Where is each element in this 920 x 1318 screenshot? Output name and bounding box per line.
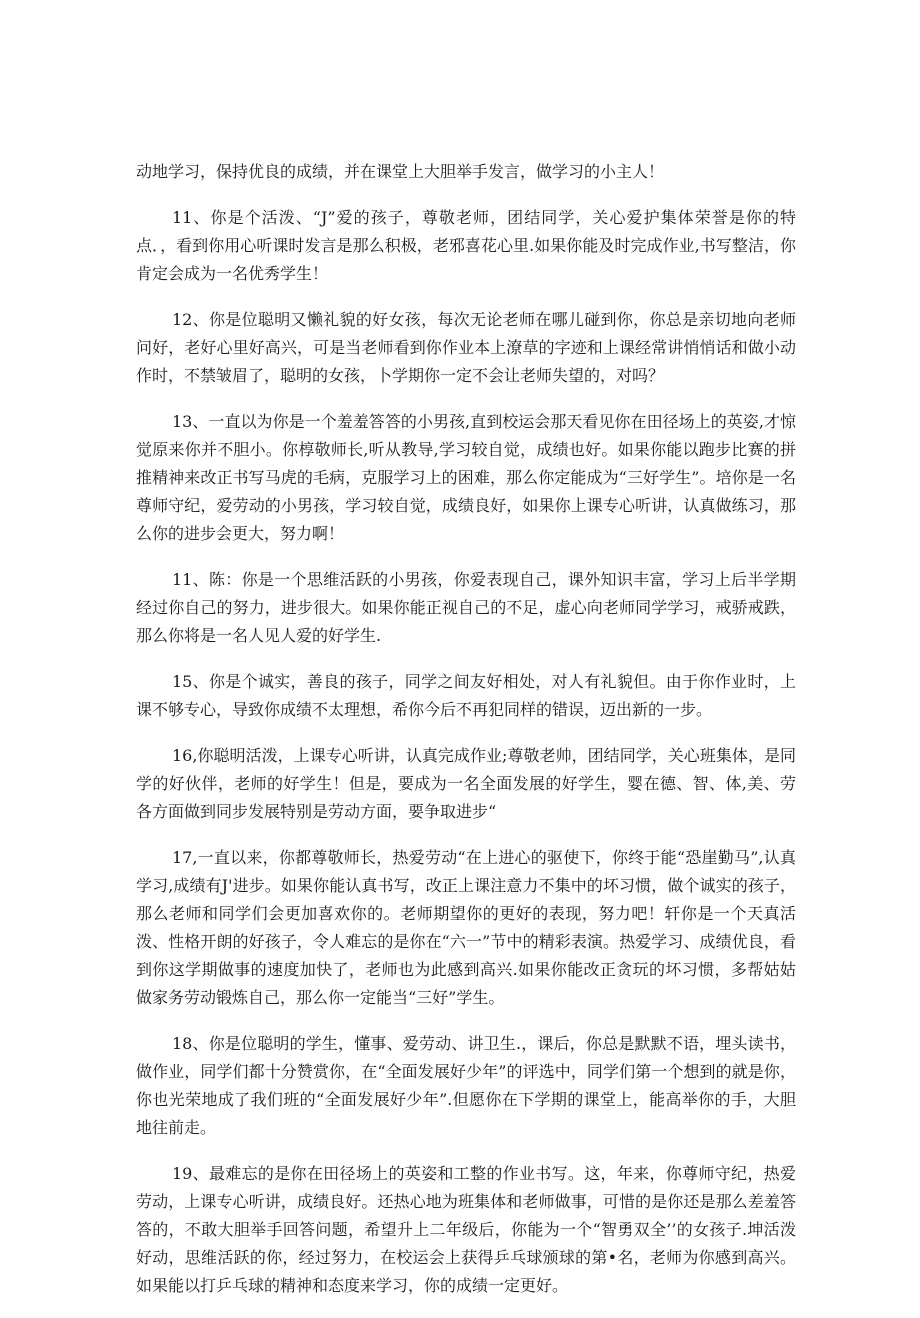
document-body <box>136 158 796 1318</box>
paragraph-comment-15: 15、你是个诚实，善良的孩子，同学之间友好相处，对人有礼貌但。由于你作业时，上课不够专心，导致你成绩不太理想，希你今后不再犯同样的错误，迈出新的一步。 <box>136 672 796 719</box>
paragraph-comment-19: 19、最难忘的是你在田径场上的英姿和工整的作业书写。这，年来，你尊师守纪，热爱劳动，上课专心听讲，成绩良好。还热心地为班集体和老师做事，可惜的是你还是那么差羞答答的，不敢大胆举手回答问题，希望升上二年级后，你能为一个“智勇双全’’的女孩子.坤活泼好动，思维活跃的你，经过努力，在校运会上获得乒乓球颁球的第•名，老师为你感到高兴。如果能以打乒乓球的精神和态度来学习，你的成绩一定更好。 <box>136 1164 796 1295</box>
paragraph-comment-17: 17,一直以来，你都尊敬师长，热爱劳动“在上进心的驱使下，你终于能“恐崖勤马”,认真学习,成绩有J'进步。如果你能认真书写，改正上课注意力不集中的坏习惯，做个诚实的孩子，那么老师和同学们会更加喜欢你的。老师期望你的更好的表现，努力吧！轩你是一个天真活泼、性格开朗的好孩子，令人难忘的是你在“六一”节中的精彩表演。热爱学习、成绩优良，看到你这学期做事的速度加快了，老师也为此感到高兴.如果你能改正贪玩的坏习惯，多帮姑姑做家务劳动锻炼自己，那么你一定能当“三好”学生。 <box>136 848 796 1007</box>
paragraph-continuation: 动地学习，保持优良的成绩，并在课堂上大胆举手发言，做学习的小主人！ <box>136 162 665 181</box>
paragraph-comment-11a: 11、你是个活泼、“J”爱的孩子，尊敬老师，团结同学，关心爱护集体荣誉是你的特点．，看到你用心听课时发言是那么积极，老邪喜花心里.如果你能及时完成作业,书写整洁，你肯定会成为一名优秀学生！ <box>136 208 796 283</box>
paragraph-comment-16: 16,你聪明活泼，上课专心听讲，认真完成作业;尊敬老帅，团结同学，关心班集体，是同学的好伙伴，老师的好学生！但是，要成为一名全面发展的好学生，婴在德、智、体,美、劳各方面做到同步发展特别是劳动方面，要争取进步“ <box>136 746 796 821</box>
paragraph-comment-12: 12、你是位聪明又懒礼貌的好女孩，每次无论老师在哪儿碰到你，你总是亲切地向老师问好，老好心里好高兴，可是当老师看到你作业本上潦草的字迹和上课经常讲悄悄话和做小动作时，不禁皱眉了，聪明的女孩，卜学期你一定不会让老师失望的，对吗？ <box>136 310 796 385</box>
paragraph-comment-11b: 11、陈：你是一个思维活跃的小男孩，你爱表现自己，课外知识丰富，学习上后半学期经过你自己的努力，进步很大。如果你能正视自己的不足，虚心向老师同学学习，戒骄戒跌，那么你将是一名人见人爱的好学生. <box>136 570 796 645</box>
paragraph-comment-18: 18、你是位聪明的学生，懂事、爱劳动、讲卫生.，课后，你总是默默不语，埋头读书，做作业，同学们都十分赞赏你，在“全面发展好少年”的评选中，同学们第一个想到的就是你，你也光荣地成了我们班的“全面发展好少年”.但愿你在下学期的课堂上，能高举你的手，大胆地往前走。 <box>136 1034 796 1137</box>
paragraph-comment-13: 13、一直以为你是一个羞羞答答的小男孩,直到校运会那天看见你在田径场上的英姿,才惊觉原来你并不胆小。你椁敬师长,听从教导,学习较自觉，成绩也好。如果你能以跑步比赛的拼推精神来改正书写马虎的毛病，克服学习上的困难，那么你定能成为“三好学生”。培你是一名尊师守纪，爱劳动的小男孩，学习较自觉，成绩良好，如果你上课专心听讲，认真做练习，那么你的进步会更大，努力啊！ <box>136 412 796 543</box>
